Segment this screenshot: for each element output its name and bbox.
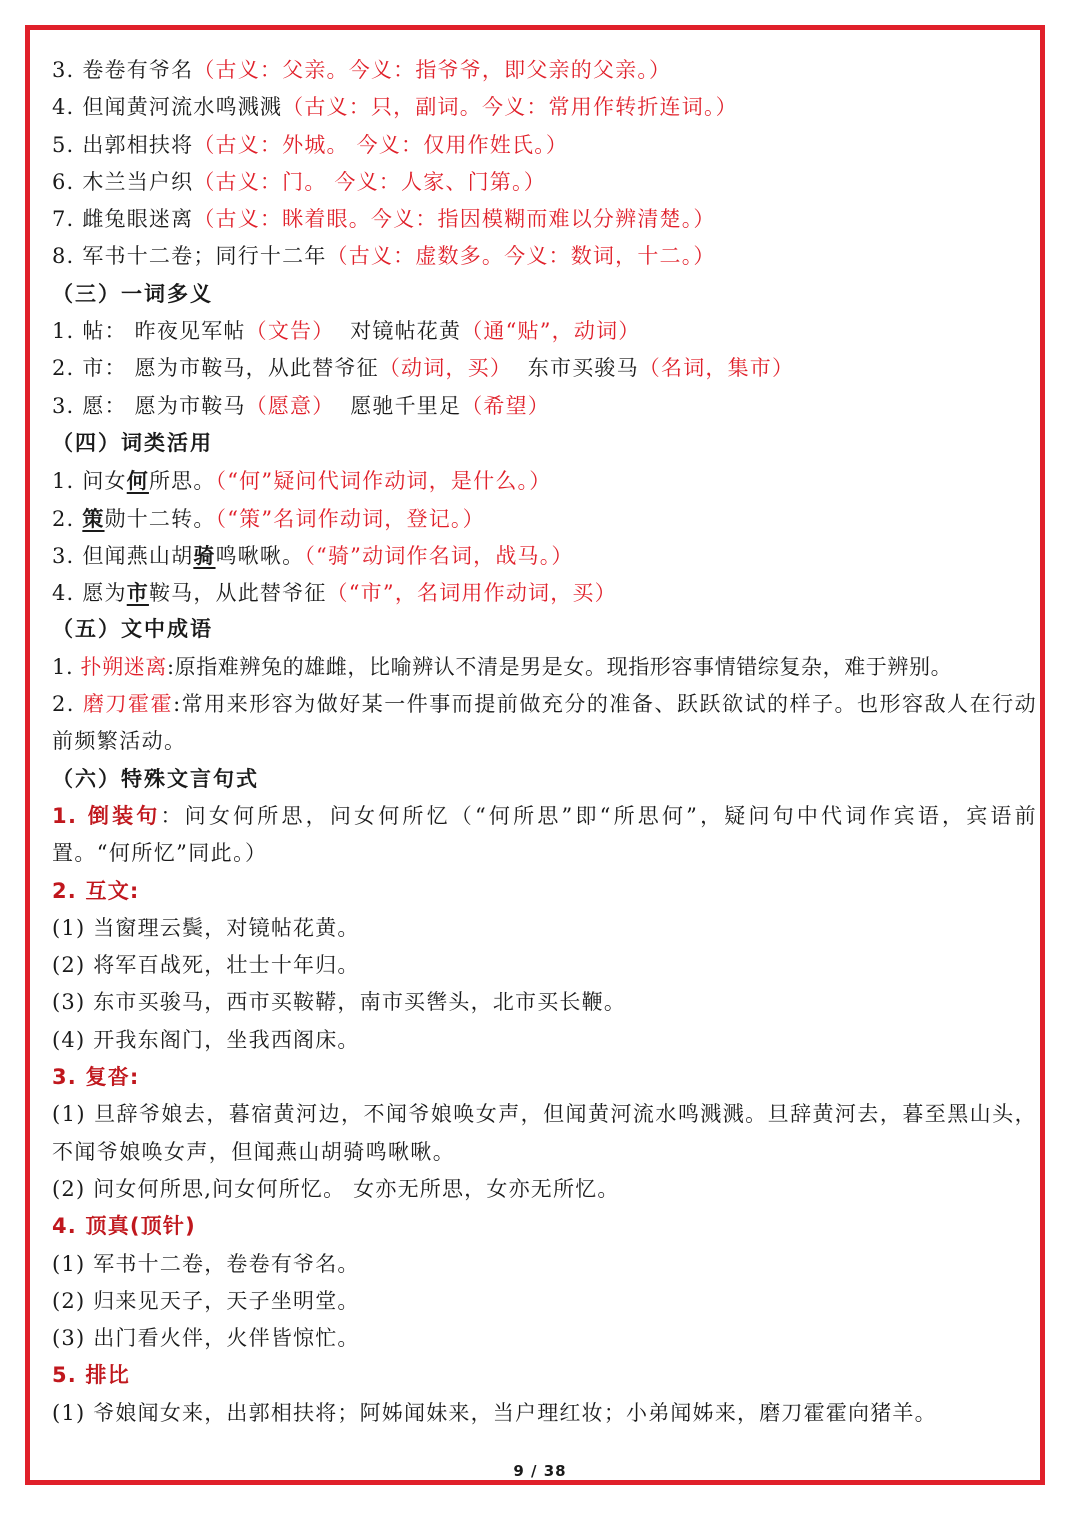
dingzhen-heading: 4. 顶真(顶针) [52,1214,196,1239]
daozhuang-item: 1. 倒装句：问女何所思，问女何所忆（“何所思”即“所思何”，疑问句中代词作宾语，宾语前置。“何所忆”同此。） [52,803,1037,866]
idiom-item: 2. 磨刀霍霍:常用来形容为做好某一件事而提前做充分的准备、跃跃欲试的样子。也形容敌人在行动前频繁活动。 [52,692,1037,754]
gujin-item: 5. 出郭相扶将（古义：外城。 今义：仅用作姓氏。） [52,132,569,157]
page-number: 9 / 38 [513,1462,567,1480]
gujin-item: 6. 木兰当户织（古义：门。 今义：人家、门第。） [52,169,546,194]
fudie-heading: 3. 复沓: [52,1065,140,1090]
word-class-item: 1. 问女何所思。（“何”疑问代词作动词，是什么。） [52,468,552,494]
huwen-heading: 2. 互文: [52,878,140,903]
section-heading-yicidouyi: （三）一词多义 [52,281,213,306]
list-item: (2) 将军百战死，壮士十年归。 [52,953,360,978]
list-item: (2) 问女何所思,问女何所忆。 女亦无所思，女亦无所忆。 [52,1176,620,1201]
key-word: 骑 [193,542,216,568]
list-item: (1) 旦辞爷娘去，暮宿黄河边，不闻爷娘唤女声，但闻黄河流水鸣溅溅。旦辞黄河去，暮至黑山头，不闻爷娘唤女声，但闻燕山胡骑鸣啾啾。 [52,1102,1037,1164]
page-content [52,52,1037,1432]
gujin-item: 7. 雌兔眼迷离（古义：眯着眼。今义：指因模糊而难以分辨清楚。） [52,207,716,232]
gujin-item: 4. 但闻黄河流水鸣溅溅（古义：只，副词。今义：常用作转折连词。） [52,95,738,120]
section-heading-cileihuoyong: （四）词类活用 [52,430,213,455]
paibi-heading: 5. 排比 [52,1363,130,1388]
polysemy-item: 3. 愿： 愿为市鞍马（愿意） 愿驰千里足（希望） [52,393,551,418]
gujin-item: 3. 卷卷有爷名（古义：父亲。今义：指爷爷，即父亲的父亲。） [52,58,672,82]
word-class-item: 4. 愿为市鞍马，从此替爷征（“市”，名词用作动词，买） [52,580,617,606]
key-word: 策 [82,505,105,531]
section-heading-chengyu: （五）文中成语 [52,617,213,642]
list-item: (3) 东市买骏马，西市买鞍鞯，南市买辔头，北市买长鞭。 [52,990,627,1015]
list-item: (1) 爷娘闻女来，出郭相扶将；阿姊闻妹来，当户理红妆；小弟闻姊来，磨刀霍霍向猪羊。 [52,1400,937,1425]
idiom-item: 1. 扑朔迷离:原指难辨兔的雄雌，比喻辨认不清是男是女。现指形容事情错综复杂，难于辨别。 [52,654,953,679]
list-item: (3) 出门看火伴，火伴皆惊忙。 [52,1326,360,1351]
polysemy-item: 1. 帖： 昨夜见军帖（文告） 对镜帖花黄（通“贴”，动词） [52,319,641,344]
list-item: (2) 归来见天子，天子坐明堂。 [52,1288,360,1313]
list-item: (1) 军书十二卷，卷卷有爷名。 [52,1251,360,1276]
word-class-item: 3. 但闻燕山胡骑鸣啾啾。（“骑”动词作名词，战马。） [52,542,574,568]
word-class-item: 2. 策勋十二转。（“策”名词作动词，登记。） [52,505,485,531]
list-item: (4) 开我东阁门，坐我西阁床。 [52,1027,360,1052]
list-item: (1) 当窗理云鬓，对镜帖花黄。 [52,915,360,940]
gujin-item: 8. 军书十二卷；同行十二年（古义：虚数多。今义：数词，十二。） [52,244,716,269]
key-word: 市 [126,580,149,606]
polysemy-item: 2. 市： 愿为市鞍马，从此替爷征（动词，买） 东市买骏马（名词，集市） [52,356,795,381]
key-word: 何 [126,468,149,494]
section-heading-jushi: （六）特殊文言句式 [52,766,259,791]
